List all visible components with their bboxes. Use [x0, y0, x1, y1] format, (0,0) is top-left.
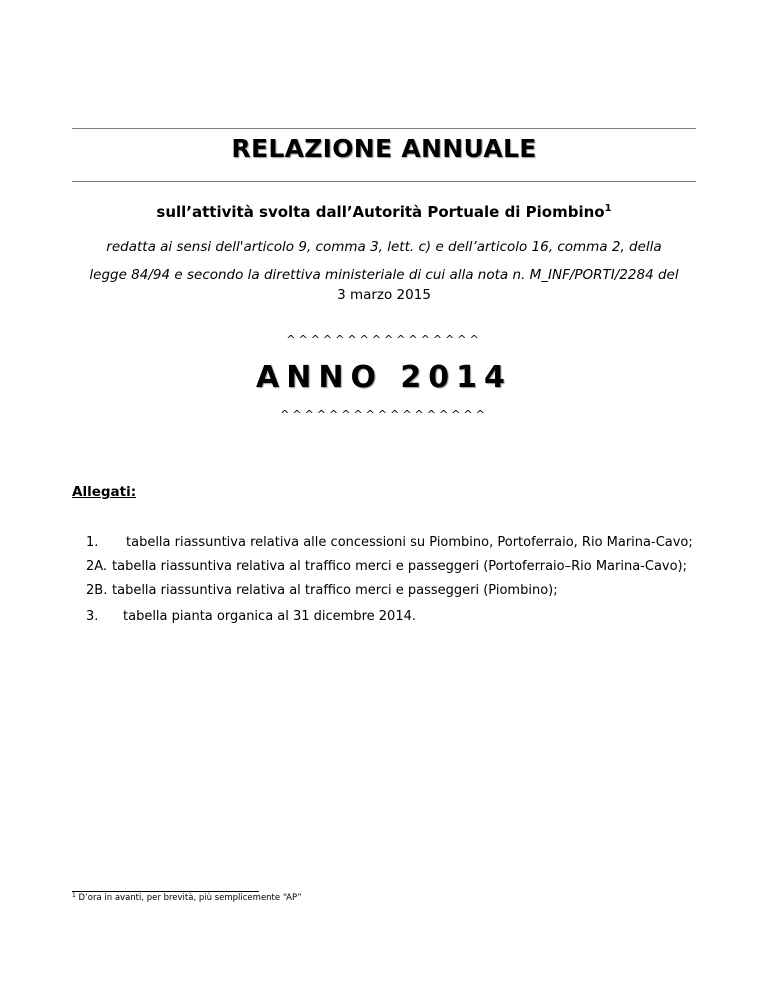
attachment-text: tabella riassuntiva relativa al traffico merci e passeggeri (Piombino);: [112, 583, 558, 598]
reference-text: [72, 233, 696, 289]
reference-line-2: legge 84/94 e secondo la direttiva ministeriale di cui alla nota n. M_INF/PORTI/2284 del: [89, 267, 679, 283]
attachment-item-1: [86, 535, 706, 550]
subtitle-footnote-ref: 1: [604, 203, 612, 214]
footnote-number: 1: [72, 892, 76, 899]
subtitle: [72, 203, 696, 221]
attachment-number: 2B.: [86, 583, 108, 598]
carets-bottom: ^^^^^^^^^^^^^^^^^: [280, 408, 488, 421]
footnote-text: D’ora in avanti, per brevità, più semplicemente “AP”: [78, 893, 302, 903]
footnote-separator: [72, 891, 259, 892]
carets-top: ^^^^^^^^^^^^^^^^: [286, 333, 482, 346]
reference-date: 3 marzo 2015: [337, 287, 431, 303]
attachment-text: tabella pianta organica al 31 dicembre 2014.: [123, 609, 417, 624]
attachment-number: 3.: [86, 609, 99, 624]
attachment-text: tabella riassuntiva relativa alle concessioni su Piombino, Portoferraio, Rio Marina-Cavo;: [126, 535, 693, 550]
reference-line-1: redatta ai sensi dell'articolo 9, comma 3, lett. c) e dell’articolo 16, comma 2, della: [106, 239, 662, 255]
title-bottom-rule: [72, 181, 696, 182]
year-heading: ANNO 2014: [256, 360, 512, 395]
page-title: RELAZIONE ANNUALE: [231, 134, 537, 163]
subtitle-text: sull’attività svolta dall’Autorità Portuale di Piombino: [156, 203, 605, 221]
attachment-item-2a: [86, 559, 706, 574]
title-top-rule: [72, 128, 696, 129]
attachment-number: 2A.: [86, 559, 108, 574]
attachment-number: 1.: [86, 535, 99, 550]
attachments-heading: Allegati:: [72, 484, 137, 500]
attachment-item-3: [86, 609, 706, 624]
attachment-item-2b: [86, 583, 706, 598]
attachment-text: tabella riassuntiva relativa al traffico merci e passeggeri (Portoferraio–Rio Marina-Cavo);: [112, 559, 688, 574]
footnote: [72, 893, 302, 903]
